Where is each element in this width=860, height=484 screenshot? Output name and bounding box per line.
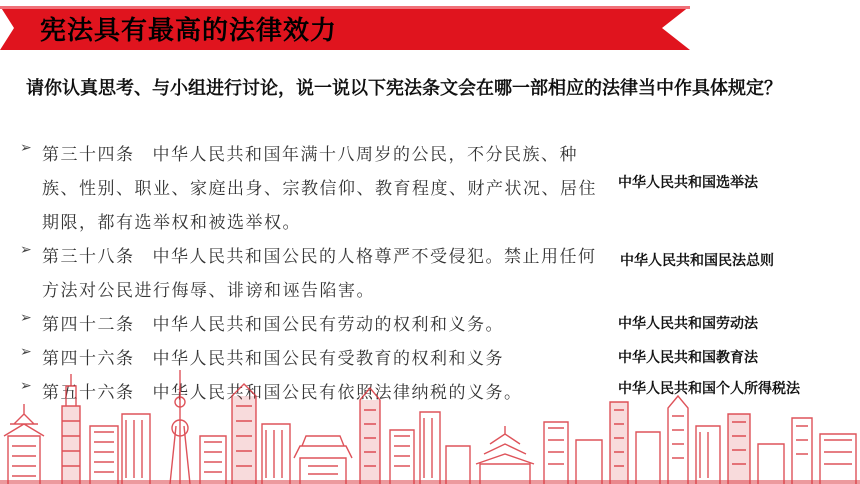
- article-body: 中华人民共和国年满十八周岁的公民，不分民族、种族、性别、职业、家庭出身、宗教信仰、教育程度、财产状况、居住期限，都有选举权和被选举权。: [42, 145, 597, 233]
- article-body: 中华人民共和国公民有受教育的权利和义务: [152, 349, 504, 369]
- article-number: 第四十二条: [42, 315, 135, 335]
- article-body: 中华人民共和国公民的人格尊严不受侵犯。禁止用任何方法对公民进行侮辱、诽谤和诬告陷害。: [42, 247, 597, 301]
- article-number: 第三十八条: [42, 247, 135, 267]
- page-title: 宪法具有最高的法律效力: [40, 16, 338, 46]
- law-answer-civil: 中华人民共和国民法总则: [620, 253, 774, 269]
- title-banner: [0, 0, 690, 56]
- law-answer-tax: 中华人民共和国个人所得税法: [618, 381, 800, 397]
- discussion-question: 请你认真思考、与小组进行讨论，说一说以下宪法条文会在哪一部相应的法律当中作具体规定？: [26, 78, 782, 99]
- article-body: 中华人民共和国公民有依照法律纳税的义务。: [152, 383, 523, 403]
- arrow-bullet-icon: ➢: [20, 344, 32, 360]
- arrow-bullet-icon: ➢: [20, 310, 32, 326]
- article-number: 第五十六条: [42, 383, 135, 403]
- arrow-bullet-icon: ➢: [20, 378, 32, 394]
- law-answer-labor: 中华人民共和国劳动法: [618, 316, 758, 332]
- article-item: [12, 308, 612, 342]
- article-body: 中华人民共和国公民有劳动的权利和义务。: [152, 315, 504, 335]
- article-item: [12, 240, 612, 308]
- city-skyline-illustration: [0, 366, 860, 484]
- law-answer-education: 中华人民共和国教育法: [618, 350, 758, 366]
- article-number: 第三十四条: [42, 145, 135, 165]
- article-number: 第四十六条: [42, 349, 135, 369]
- arrow-bullet-icon: ➢: [20, 242, 32, 258]
- law-answer-election: 中华人民共和国选举法: [618, 175, 758, 191]
- arrow-bullet-icon: ➢: [20, 140, 32, 156]
- article-item: [12, 138, 612, 240]
